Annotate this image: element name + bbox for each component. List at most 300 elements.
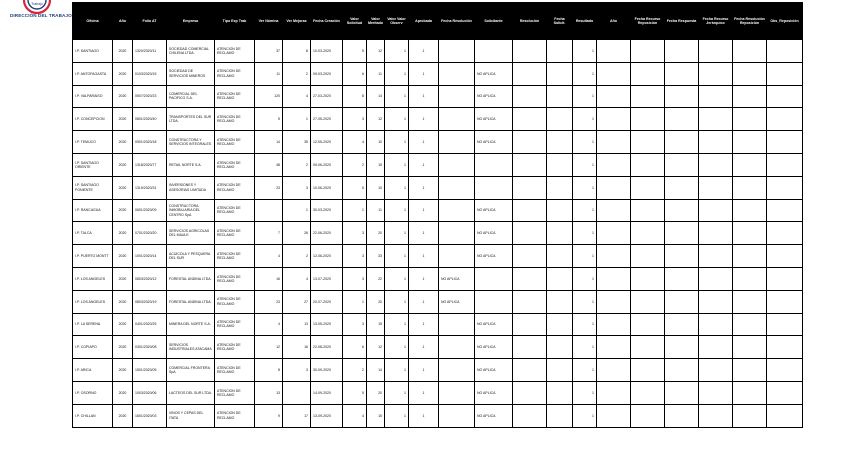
table-cell: 23 [255,176,283,199]
table-cell [513,85,547,108]
column-header[interactable]: Empresa [167,3,215,40]
table-cell [665,131,699,154]
table-cell: 1 [409,290,439,313]
table-cell: 3 [343,267,367,290]
table-cell [547,199,573,222]
table-row[interactable] [73,290,803,313]
table-cell [439,153,475,176]
table-cell: 1 [409,85,439,108]
column-header[interactable]: Año [113,3,133,40]
table-cell: 2020 [113,131,133,154]
table-cell: 12-05-2020 [311,131,343,154]
table-row[interactable] [73,267,803,290]
table-cell: 12 [367,336,385,359]
table-cell [631,153,665,176]
table-cell: 14-09-2020 [311,381,343,404]
table-row[interactable] [73,131,803,154]
table-cell [513,336,547,359]
table-row[interactable] [73,40,803,63]
table-cell [767,108,803,131]
table-cell: 1 [385,153,409,176]
table-cell: 13-09-2020 [311,404,343,427]
table-cell: I.P. RANCAGUA [73,199,113,222]
table-cell [699,40,733,63]
table-row[interactable] [73,359,803,382]
table-cell [699,404,733,427]
table-cell: 0601/2020/09 [133,199,167,222]
table-cell: NO APLICA [475,62,513,85]
table-cell [631,222,665,245]
table-cell [547,222,573,245]
table-cell [665,85,699,108]
table-cell: 1 [385,336,409,359]
table-cell: 2020 [113,40,133,63]
table-cell: 16 [255,267,283,290]
table-cell: 23 [255,290,283,313]
table-cell [767,153,803,176]
table-cell: 3 [343,222,367,245]
table-cell [733,131,767,154]
table-cell: 1 [573,381,597,404]
table-cell: NO APLICA [475,404,513,427]
table-cell: 1 [385,404,409,427]
report-table-container [72,2,803,428]
table-cell: SOCIEDAD COMERCIAL CHILENA LTDA. [167,40,215,63]
table-cell [597,381,631,404]
table-cell: 1 [385,131,409,154]
table-cell [513,359,547,382]
table-cell [631,245,665,268]
table-cell: 3 [343,313,367,336]
column-header[interactable]: Solicitante [475,3,513,40]
table-cell [733,267,767,290]
table-cell [439,176,475,199]
table-cell [767,199,803,222]
column-header[interactable]: Valor Solicitud [343,3,367,40]
table-cell: 2 [343,153,367,176]
table-cell: 30-03-2020 [311,199,343,222]
table-cell: 7 [255,222,283,245]
column-header[interactable]: Ver Mejoras [283,3,311,40]
column-header[interactable]: Valor Valor Observ [385,3,409,40]
table-cell [597,176,631,199]
table-cell [665,176,699,199]
table-cell: 10-06-2020 [311,176,343,199]
table-row[interactable] [73,199,803,222]
table-cell: 1 [385,222,409,245]
table-cell [439,199,475,222]
table-cell: 1 [409,336,439,359]
column-header[interactable]: Aprobada [409,3,439,40]
column-header[interactable]: Año [597,3,631,40]
table-row[interactable] [73,85,803,108]
table-cell: 5 [343,381,367,404]
table-cell: I.P. LA SERENA [73,313,113,336]
table-cell [439,245,475,268]
table-cell: I.P. ARICA [73,359,113,382]
table-cell [439,62,475,85]
table-cell: ATENCION DE RECLAMO [215,199,255,222]
table-cell: NO APLICA [475,359,513,382]
table-cell: 4 [283,267,311,290]
table-cell [733,404,767,427]
table-cell [597,222,631,245]
table-cell: ATENCION DE RECLAMO [215,336,255,359]
column-header[interactable]: Fecha Resolución [439,3,475,40]
table-cell [439,336,475,359]
table-cell [631,40,665,63]
table-cell: 1501/2020/05 [133,359,167,382]
table-cell: NO APLICA [475,199,513,222]
table-cell: 4 [255,313,283,336]
column-header[interactable]: Valor Meritado [367,3,385,40]
table-cell: 1 [385,359,409,382]
table-cell: 1 [573,108,597,131]
table-cell: 1 [573,176,597,199]
table-cell: 6 [343,336,367,359]
table-cell: 3 [343,108,367,131]
column-header[interactable]: Ver Nómina [255,3,283,40]
table-cell [767,62,803,85]
table-cell: 2020 [113,62,133,85]
table-cell [699,199,733,222]
table-cell [733,153,767,176]
table-cell: 0801/2020/40 [133,108,167,131]
table-cell: 2020 [113,85,133,108]
table-cell: 2 [283,245,311,268]
table-cell: I.P. CHILLAN [73,404,113,427]
table-cell: 15 [367,153,385,176]
table-cell [699,131,733,154]
table-row[interactable] [73,222,803,245]
table-cell: 1 [573,290,597,313]
table-cell [597,336,631,359]
table-cell: ATENCION DE RECLAMO [215,313,255,336]
table-cell [631,404,665,427]
table-cell: 30-09-2020 [311,359,343,382]
table-cell: 2020 [113,222,133,245]
table-cell [631,176,665,199]
table-cell: 1 [409,267,439,290]
table-cell [597,62,631,85]
table-cell: 3 [283,176,311,199]
table-cell: 1 [385,245,409,268]
table-cell [547,404,573,427]
table-cell [439,313,475,336]
table-cell [631,313,665,336]
table-cell: 11 [255,62,283,85]
table-cell: SOCIEDAD DE SERVICIOS MINEROS [167,62,215,85]
table-cell: 8 [283,40,311,63]
table-cell: 1 [409,245,439,268]
table-cell: 1 [409,153,439,176]
table-cell: 0701/2020/20 [133,222,167,245]
report-table [72,2,803,428]
table-cell: 1 [573,404,597,427]
table-cell [547,290,573,313]
table-row[interactable] [73,176,803,199]
column-header[interactable]: Fecha Solicit. [547,3,573,40]
column-header[interactable]: Oficina [73,3,113,40]
table-cell: 0803/2020/12 [133,267,167,290]
table-cell [699,222,733,245]
table-cell [547,153,573,176]
table-body [73,40,803,428]
table-cell: 20 [367,222,385,245]
table-cell: 1 [409,108,439,131]
table-cell [631,290,665,313]
table-row[interactable] [73,62,803,85]
table-row[interactable] [73,381,803,404]
table-cell [513,108,547,131]
table-cell [597,290,631,313]
table-cell: 1 [573,359,597,382]
table-cell: 27 [283,290,311,313]
table-cell: 1601/2020/03 [133,404,167,427]
table-cell: 26 [283,222,311,245]
table-cell [733,199,767,222]
table-cell [767,359,803,382]
table-cell: 3 [283,359,311,382]
table-cell [255,199,283,222]
table-cell [665,222,699,245]
table-cell [547,131,573,154]
table-cell: 0901/2020/18 [133,131,167,154]
table-cell [665,153,699,176]
table-cell: CONSTRUCTORA Y SERVICIOS INTEGRALES [167,131,215,154]
table-cell: 1 [573,40,597,63]
table-cell: INVERSIONES Y ASESORIAS LIMITADA [167,176,215,199]
table-cell [699,359,733,382]
table-cell [699,108,733,131]
table-cell [475,40,513,63]
header-row [73,3,803,40]
table-cell: 2020 [113,267,133,290]
table-cell: 20 [367,381,385,404]
table-row[interactable] [73,245,803,268]
table-cell [665,199,699,222]
table-cell: NO APLICA [439,290,475,313]
table-cell [513,153,547,176]
table-cell: 35 [283,131,311,154]
table-cell: ATENCION DE RECLAMO [215,359,255,382]
table-cell: 2 [283,62,311,85]
table-cell: NO APLICA [475,108,513,131]
table-cell: 2020 [113,290,133,313]
table-cell: NO APLICA [475,131,513,154]
table-cell: 13-07-2020 [311,267,343,290]
table-cell: 2020 [113,404,133,427]
column-header[interactable]: Folio AT [133,3,167,40]
table-cell [513,176,547,199]
table-cell: 1 [409,222,439,245]
table-cell: 2020 [113,176,133,199]
table-cell: ATENCION DE RECLAMO [215,40,255,63]
table-cell [665,62,699,85]
table-cell: 2 [283,153,311,176]
table-cell: 12 [255,336,283,359]
table-cell: 0301/2020/08 [133,336,167,359]
table-cell: 14 [367,85,385,108]
table-cell: ATENCION DE RECLAMO [215,222,255,245]
logo-emblem-icon [6,0,76,14]
table-cell: 1 [409,313,439,336]
table-cell [665,108,699,131]
table-cell: 14 [255,131,283,154]
table-cell [665,404,699,427]
table-cell: 120 [255,85,283,108]
table-cell [597,40,631,63]
table-cell: 2020 [113,108,133,131]
table-cell [631,381,665,404]
table-cell: 12 [367,40,385,63]
table-cell: 2020 [113,381,133,404]
table-cell [733,290,767,313]
column-header[interactable]: Tipo Exp Trab [215,3,255,40]
table-cell: 1 [385,290,409,313]
table-cell: 1 [573,131,597,154]
table-cell: ATENCION DE RECLAMO [215,62,255,85]
table-cell [547,108,573,131]
table-row[interactable] [73,153,803,176]
table-cell [665,290,699,313]
table-cell: I.P. VALPARAISO [73,85,113,108]
table-cell [439,222,475,245]
table-cell [733,176,767,199]
table-cell [513,62,547,85]
table-cell: 1 [409,359,439,382]
table-cell: I.P. CONCEPCION [73,108,113,131]
table-cell: ATENCION DE RECLAMO [215,290,255,313]
table-cell [513,222,547,245]
table-cell: ATENCION DE RECLAMO [215,176,255,199]
table-cell: 20-07-2020 [311,290,343,313]
table-cell [733,359,767,382]
table-cell [547,336,573,359]
table-cell [597,245,631,268]
table-cell [733,313,767,336]
table-cell [699,176,733,199]
table-cell [597,108,631,131]
column-header[interactable]: Obs_Reposición [767,3,803,40]
table-cell: 9 [255,404,283,427]
table-cell: I.P. TEMUCO [73,131,113,154]
column-header[interactable]: Fecha Creación [311,3,343,40]
table-cell [767,313,803,336]
table-cell: 09-03-2020 [311,62,343,85]
table-cell: 27-03-2020 [311,85,343,108]
logo-caption: DIRECCIÓN DEL TRABAJO [10,13,72,18]
table-cell [631,85,665,108]
table-cell: 1003/2020/06 [133,381,167,404]
table-row[interactable] [73,404,803,427]
table-cell: 2020 [113,313,133,336]
table-cell [439,381,475,404]
column-header[interactable]: Fecha Resolución Reposición [733,3,767,40]
table-cell [665,359,699,382]
table-cell: 5 [255,108,283,131]
table-cell [513,40,547,63]
table-cell: 1 [283,199,311,222]
table-cell: 1 [573,336,597,359]
table-cell: 1 [343,199,367,222]
table-cell: I.P. ANTOFAGASTA [73,62,113,85]
table-cell: SERVICIOS AGRICOLAS DEL MAULE [167,222,215,245]
table-cell [513,245,547,268]
table-cell: COMERCIAL FRONTERA SpA [167,359,215,382]
column-header[interactable]: Fecha Recurso Reposición [631,3,665,40]
table-cell [513,404,547,427]
table-cell [665,245,699,268]
table-cell [631,62,665,85]
table-cell [439,359,475,382]
table-cell [597,404,631,427]
column-header[interactable]: Resultado [573,3,597,40]
table-cell: 22-06-2020 [311,222,343,245]
table-cell: 1 [343,290,367,313]
table-cell: 09-06-2020 [311,153,343,176]
table-row[interactable] [73,108,803,131]
column-header[interactable]: Resolución [513,3,547,40]
table-cell [547,62,573,85]
table-cell [767,131,803,154]
table-cell: 20 [367,290,385,313]
table-cell: ATENCION DE RECLAMO [215,267,255,290]
table-cell: 2 [343,359,367,382]
table-cell [439,85,475,108]
table-cell [699,245,733,268]
table-cell: 10-03-2020 [311,40,343,63]
table-cell: 12-06-2020 [311,245,343,268]
column-header[interactable]: Fecha Recurso Jerárquico [699,3,733,40]
table-cell [475,176,513,199]
table-cell: 0103/2020/15 [133,62,167,85]
table-cell [699,267,733,290]
table-cell [547,313,573,336]
table-cell [699,153,733,176]
table-cell: NO APLICA [475,381,513,404]
table-cell [665,313,699,336]
table-cell: ATENCION DE RECLAMO [215,381,255,404]
table-cell: 2020 [113,153,133,176]
table-cell [547,40,573,63]
table-cell: 22-08-2020 [311,336,343,359]
table-cell: 1 [409,404,439,427]
table-cell: MINERA DEL NORTE S.A. [167,313,215,336]
table-cell: 2020 [113,245,133,268]
table-cell [767,381,803,404]
logo-sub-text: Trabajo [31,2,43,6]
table-cell [513,131,547,154]
table-cell [699,290,733,313]
table-cell: I.P. COPIAPO [73,336,113,359]
column-header[interactable]: Fecha Respuesta [665,3,699,40]
table-cell [597,85,631,108]
table-cell: 1 [573,153,597,176]
table-cell [547,85,573,108]
table-row[interactable] [73,313,803,336]
table-cell: 33 [367,245,385,268]
table-cell [513,381,547,404]
table-cell [513,267,547,290]
table-cell: 1 [573,62,597,85]
table-row[interactable] [73,336,803,359]
table-cell: COMERCIAL DEL PACIFICO S.A. [167,85,215,108]
table-cell [547,381,573,404]
table-cell: 1 [409,199,439,222]
table-cell: ATENCION DE RECLAMO [215,131,255,154]
table-cell: 1 [385,40,409,63]
